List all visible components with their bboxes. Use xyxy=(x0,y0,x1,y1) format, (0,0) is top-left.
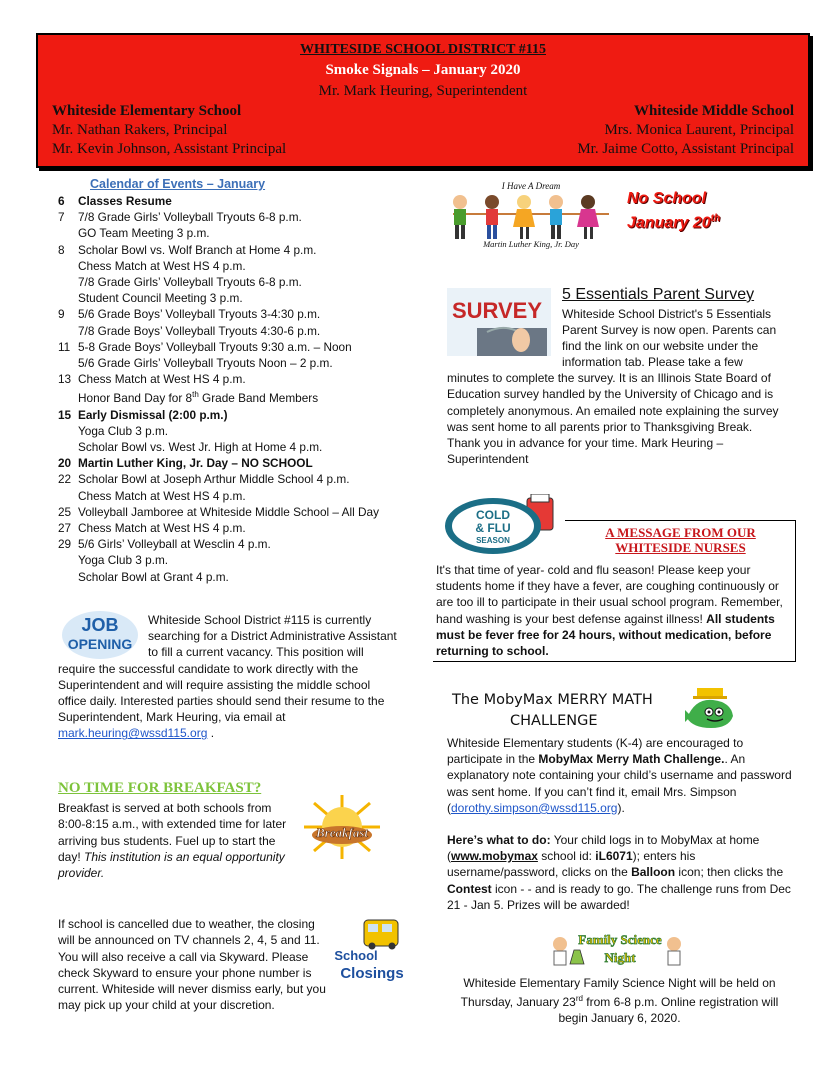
calendar-event-line: 5-8 Grade Boys’ Volleyball Tryouts 9:30 a.m. – Noon xyxy=(78,339,352,354)
calendar-event xyxy=(58,520,418,536)
calendar-event-day: 25 xyxy=(58,504,72,519)
calendar-event-line: Yoga Club 3 p.m. xyxy=(78,553,169,568)
cold-flu-icon xyxy=(443,494,563,556)
calendar-event-line: 5/6 Grade Girls’ Volleyball Tryouts Noon – 2 p.m. xyxy=(78,356,333,371)
calendar-event-line: GO Team Meeting 3 p.m. xyxy=(78,226,210,241)
nurses-message-title xyxy=(568,525,793,555)
calendar-event-day: 11 xyxy=(58,339,71,354)
survey-body: Whiteside School District's 5 Essentials Parent Survey is now open. Parents can find the link on our website under the information tab. Please take a few minutes to complete the survey. It is an Illinois State Board of Education survey handled by the University of Chicago and is completely anonymous. An emailed note explaining the survey was sent home to all parents prior to Thanksgiving Break. Thank you in advance for your time. Mark Heuring – Superintendent xyxy=(447,307,779,466)
calendar-event-lines xyxy=(78,209,418,241)
calendar-event-lines xyxy=(78,520,418,536)
no-school-date-text: January 20 xyxy=(627,214,711,232)
mlk-day-kids-illustration xyxy=(445,180,617,250)
simpson-email-link[interactable]: dorothy.simpson@wssd115.org xyxy=(451,800,618,815)
breakfast-icon xyxy=(296,793,388,861)
mlk-banner-top: I Have A Dream xyxy=(501,181,561,191)
mobymax-p2-text-b: Your child logs in to MobyMax at home ( xyxy=(447,833,760,864)
job-icon-label-2: OPENING xyxy=(67,636,133,652)
mobymax-p1-text-d: ). xyxy=(617,800,625,815)
calendar-event-day: 15 xyxy=(58,407,72,422)
mobymax-text xyxy=(447,735,792,929)
balloon-icon-label: Balloon xyxy=(631,865,676,880)
mobymax-website-link[interactable]: www.mobymax xyxy=(451,849,538,864)
newsletter-header xyxy=(36,33,810,168)
closings-icon-label-2: Closings xyxy=(340,965,404,982)
middle-school-block xyxy=(577,102,794,159)
calendar-event xyxy=(58,339,418,371)
mobymax-mascot-icon xyxy=(683,688,735,732)
calendar-event-line: Chess Match at West HS 4 p.m. xyxy=(78,520,246,535)
calendar-event xyxy=(58,504,418,520)
nurses-message-text xyxy=(436,562,792,659)
calendar-event-line: Classes Resume xyxy=(78,194,172,208)
calendar-event-line: Scholar Bowl vs. Wolf Branch at Home 4 p.m. xyxy=(78,242,317,257)
mobymax-paragraph-2 xyxy=(447,832,792,913)
no-school-date xyxy=(627,209,720,233)
calendar-event-day: 29 xyxy=(58,537,72,552)
calendar-event-line: Yoga Club 3 p.m. xyxy=(78,423,169,438)
survey-title: 5 Essentials Parent Survey xyxy=(562,286,755,303)
calendar-list xyxy=(58,193,418,585)
survey-text xyxy=(447,306,779,467)
mobymax-school-id: iL6071 xyxy=(595,849,633,864)
calendar-event xyxy=(58,407,418,456)
family-science-night-icon xyxy=(548,926,686,970)
cold-flu-label-3: SEASON xyxy=(476,536,510,545)
calendar-event-line: Volleyball Jamboree at Whiteside Middle School – All Day xyxy=(78,504,379,519)
cold-flu-label-1: COLD xyxy=(476,508,510,522)
school-closings-text: If school is cancelled due to weather, the closing will be announced on TV channels 2, 4, 5 and 11. You will also receive a call via Skyward. Please check Skyward to ensure your phone number is current. Whiteside will never dismiss early, but you may pick up your child at your discretion. xyxy=(58,917,326,1013)
no-school-date-suffix: th xyxy=(710,213,721,224)
closings-icon-label-1: School xyxy=(334,948,378,963)
elementary-assistant-principal: Mr. Kevin Johnson, Assistant Principal xyxy=(52,141,287,157)
mobymax-p2-text-j: icon - - and is ready to go. The challenge runs from Dec 21 - Jan 5. Prizes will be awarded! xyxy=(447,881,791,912)
calendar-event-line: 7/8 Grade Boys’ Volleyball Tryouts 4:30-6 p.m. xyxy=(78,323,321,338)
calendar-event-lines xyxy=(78,504,418,520)
calendar-event-lines xyxy=(78,242,418,307)
calendar-event xyxy=(58,371,418,406)
calendar-event-day: 27 xyxy=(58,520,72,535)
calendar-event-day: 9 xyxy=(58,307,65,322)
contest-icon-label: Contest xyxy=(447,881,492,896)
nurses-title-line-1: A MESSAGE FROM OUR xyxy=(605,525,756,540)
calendar-event-lines xyxy=(78,536,418,585)
elementary-principal: Mr. Nathan Rakers, Principal xyxy=(52,122,228,138)
calendar-event-line: Honor Band Day for 8th Grade Band Members xyxy=(78,390,319,406)
no-school-line: No School xyxy=(627,190,707,207)
calendar-event-lines xyxy=(78,193,418,209)
middle-assistant-principal: Mr. Jaime Cotto, Assistant Principal xyxy=(577,141,794,157)
family-science-text-a: Whiteside Elementary Family Science Night will be held on Thursday, January 23 xyxy=(460,976,776,1010)
survey-icon-label: SURVEY xyxy=(451,298,543,323)
job-icon-label-1: JOB xyxy=(81,615,119,635)
job-email-link[interactable]: mark.heuring@wssd115.org xyxy=(58,726,208,741)
calendar-title: Calendar of Events – January xyxy=(90,177,266,191)
calendar-event-line: Chess Match at West HS 4 p.m. xyxy=(78,488,246,503)
calendar-event-lines xyxy=(78,339,418,371)
family-science-date-suffix: rd xyxy=(575,994,583,1004)
calendar-event-line: Chess Match at West HS 4 p.m. xyxy=(78,372,246,387)
mobymax-p1-text-c: . An explanatory note containing your child’s username and password was sent home. If you can’t find it, email Mrs. Simpson ( xyxy=(447,752,792,815)
nurses-title-line-2: WHITESIDE NURSES xyxy=(615,540,746,555)
whats-to-do-label: Here’s what to do: xyxy=(447,833,551,848)
middle-school-name: Whiteside Middle School xyxy=(633,103,794,119)
calendar-event-lines xyxy=(78,306,418,338)
calendar-event-line: Martin Luther King, Jr. Day – NO SCHOOL xyxy=(78,456,313,471)
calendar-event-line: 7/8 Grade Girls’ Volleyball Tryouts 6-8 p.m. xyxy=(78,210,302,225)
calendar-event-lines xyxy=(78,371,418,406)
calendar-event-lines xyxy=(78,455,418,471)
breakfast-icon-label: Breakfast xyxy=(316,825,368,840)
mobymax-title xyxy=(452,690,653,732)
job-opening-text xyxy=(58,612,398,742)
mobymax-p2-text-d: school id: xyxy=(537,849,596,864)
calendar-event xyxy=(58,209,418,241)
calendar-event-line: Scholar Bowl vs. West Jr. High at Home 4 p.m. xyxy=(78,439,323,454)
calendar-event-lines xyxy=(78,407,418,456)
cold-flu-label-2: & FLU xyxy=(475,521,511,535)
job-text-end: . xyxy=(207,726,215,741)
breakfast-title: NO TIME FOR BREAKFAST? xyxy=(58,780,262,796)
elementary-school-block xyxy=(52,102,286,159)
calendar-event-day: 20 xyxy=(58,456,72,471)
calendar-event-line: 7/8 Grade Girls’ Volleyball Tryouts 6-8 p.m. xyxy=(78,275,302,290)
calendar-event xyxy=(58,536,418,585)
calendar-event xyxy=(58,306,418,338)
mobymax-title-line-2: CHALLENGE xyxy=(510,713,598,729)
calendar-event-line: Student Council Meeting 3 p.m. xyxy=(78,291,243,306)
family-science-label-1: Family Science xyxy=(578,932,662,947)
breakfast-text xyxy=(58,800,298,881)
calendar-event-day: 7 xyxy=(58,210,65,225)
calendar-event-day: 6 xyxy=(58,194,65,208)
calendar-event xyxy=(58,242,418,307)
mobymax-p2-text-h: icon; then clicks the xyxy=(675,865,784,880)
no-school-notice xyxy=(627,189,720,233)
calendar-event-line: 5/6 Grade Boys’ Volleyball Tryouts 3-4:30 p.m. xyxy=(78,307,321,322)
mobymax-p2-text-f: ); enters his username/password, clicks on the xyxy=(447,849,696,880)
calendar-event-day: 22 xyxy=(58,472,72,487)
job-opening-body: Whiteside School District #115 is currently searching for a District Administrative Assistant to fill a current vacancy. This position will require the successful candidate to work directly with the Superintendent and will require assisting the middle school office daily. Interested parties should send their resume to the Superintendent, Mark Heuring, via email at xyxy=(58,613,397,725)
school-closings-icon xyxy=(334,918,404,984)
calendar-event xyxy=(58,471,418,503)
calendar-event-line: 5/6 Girls’ Volleyball at Wesclin 4 p.m. xyxy=(78,537,271,552)
calendar-event-day: 8 xyxy=(58,242,65,257)
calendar-event-line: Scholar Bowl at Grant 4 p.m. xyxy=(78,569,229,584)
mobymax-paragraph-1 xyxy=(447,735,792,816)
equal-opportunity-note: This institution is an equal opportunity provider. xyxy=(58,849,285,881)
newsletter-subtitle: Smoke Signals – January 2020 xyxy=(325,62,521,78)
nurses-message-body: It's that time of year- cold and flu season! Please keep your students home if they have a fever, are coughing continuously or are too ill to participate in their usual school program. Remember, hand washing is your best defense against illness! xyxy=(436,563,783,626)
calendar-event-lines xyxy=(78,471,418,503)
calendar-event-day: 13 xyxy=(58,372,72,387)
mobymax-p1-text-a: Whiteside Elementary students (K-4) are encouraged to participate in the xyxy=(447,736,744,767)
fever-free-rule: All students must be fever free for 24 hours, without medication, before returning to school. xyxy=(436,611,775,659)
breakfast-body: Breakfast is served at both schools from 8:00-8:15 a.m., with extended time for later arriving bus students. Fuel up to start the day! xyxy=(58,801,287,864)
family-science-text-b: from 6-8 p.m. Online registration will begin January 6, 2020. xyxy=(558,995,779,1026)
calendar-event xyxy=(58,193,418,209)
mlk-banner-bottom: Martin Luther King, Jr. Day xyxy=(483,239,579,249)
mobymax-challenge-name: MobyMax Merry Math Challenge. xyxy=(538,752,725,767)
superintendent-line: Mr. Mark Heuring, Superintendent xyxy=(318,83,528,99)
calendar-event xyxy=(58,455,418,471)
district-title: WHITESIDE SCHOOL DISTRICT #115 xyxy=(300,42,546,57)
family-science-text xyxy=(447,975,792,1027)
elementary-school-name: Whiteside Elementary School xyxy=(52,103,242,119)
mobymax-title-line-1: The MobyMax MERRY MATH xyxy=(452,692,653,708)
family-science-label-2: Night xyxy=(604,950,636,965)
calendar-event-line: Scholar Bowl at Joseph Arthur Middle School 4 p.m. xyxy=(78,472,350,487)
middle-principal: Mrs. Monica Laurent, Principal xyxy=(604,122,794,138)
calendar-event-line: Early Dismissal (2:00 p.m.) xyxy=(78,407,228,422)
calendar-event-line: Chess Match at West HS 4 p.m. xyxy=(78,258,246,273)
